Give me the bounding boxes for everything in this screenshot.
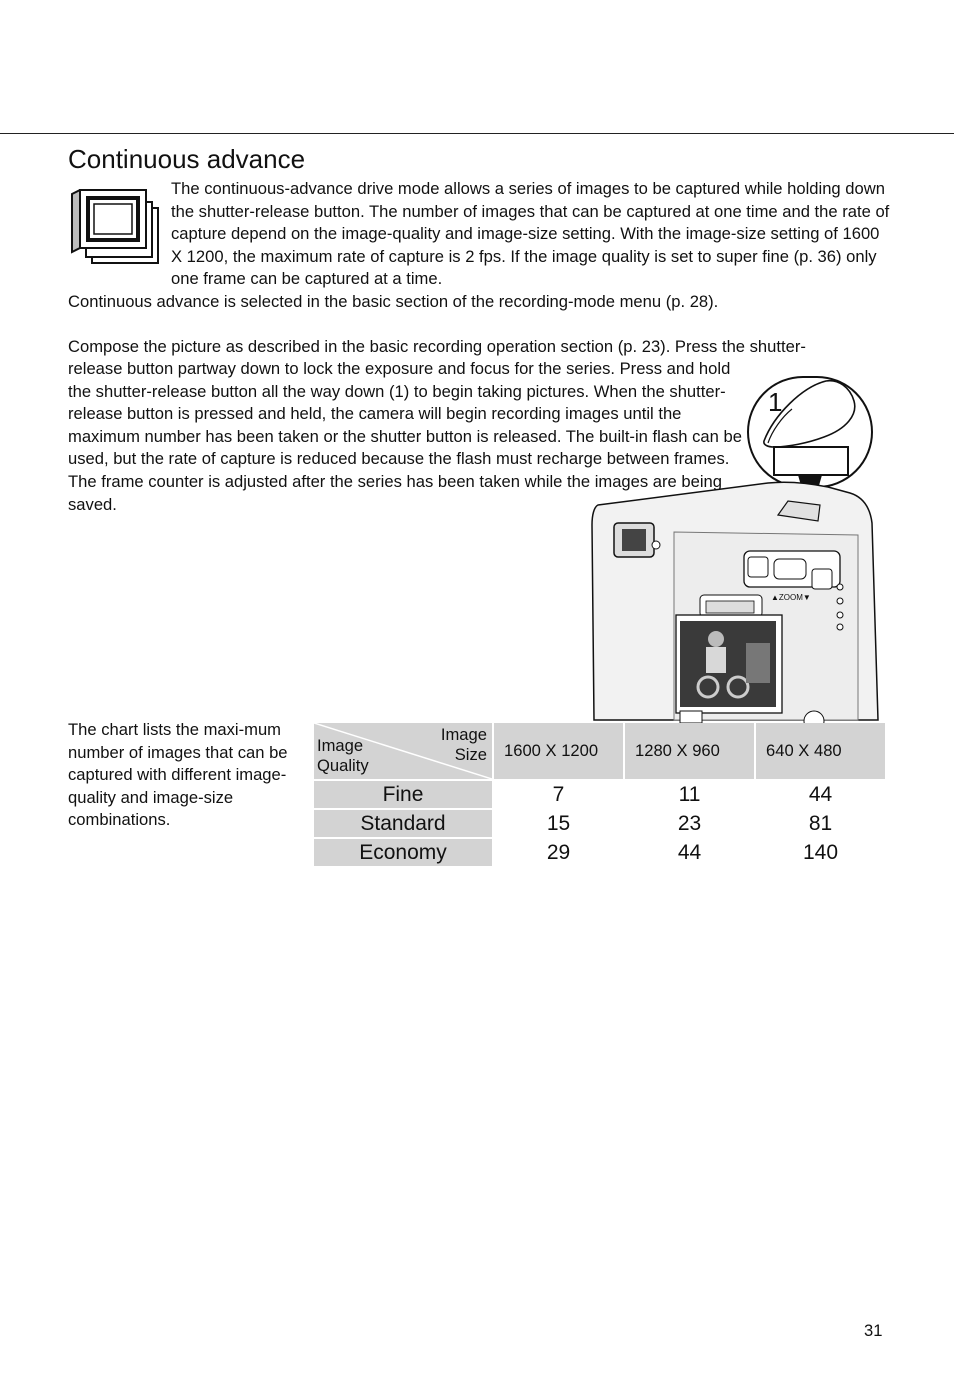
column-header: 640 X 480 [756, 723, 885, 779]
chart-note: The chart lists the maxi-mum number of images that can be captured with different image-quality and image-size combinations. [68, 720, 288, 830]
row-header: Fine [314, 781, 492, 808]
table-cell: 15 [546, 811, 571, 835]
table-cell: 44 [677, 840, 702, 864]
corner-size-label: Image Size [440, 725, 487, 764]
row-header: Standard [314, 810, 492, 837]
intro-paragraph-continued: Continuous advance is selected in the basic section of the recording-mode menu (p. 28). [68, 292, 719, 311]
table-cell: 44 [808, 782, 833, 806]
compose-paragraph-line1: Compose the picture as described in the basic recording operation section (p. 23). Press the shutter- [68, 337, 806, 356]
table-row [314, 839, 885, 866]
header-rule [0, 133, 954, 134]
table-row [314, 810, 885, 837]
table-cell: 29 [546, 840, 571, 864]
table-cell: 140 [802, 840, 839, 864]
table-row [314, 781, 885, 808]
table-cell: 23 [677, 811, 702, 835]
table-cell: 11 [678, 782, 701, 806]
compose-text: release button partway down to lock the exposure and focus for the series. Press and hold the shutter-release button all the way down (1) to begin taking pictures. When the shutter-release button is pressed and held, the camera will begin recording images until the maximum number has been taken or the shutter button is released. The built-in flash can be used, but the rate of capture is reduced because the flash must recharge between frames. The frame counter is adjusted after the series has been taken while the images are being saved. [68, 359, 742, 514]
column-header: 1600 X 1200 [494, 723, 623, 779]
corner-quality-label: Image Quality [317, 736, 369, 775]
table-header-row [314, 723, 885, 779]
zoom-label: ▲ZOOM▼ [771, 593, 811, 602]
page-title: Continuous advance [68, 144, 306, 174]
camera-illustration [588, 375, 888, 723]
table-cell: 81 [808, 811, 833, 835]
step-number-label: 1 [768, 387, 783, 417]
intro-paragraph: The continuous-advance drive mode allows a series of images to be captured while holding down the shutter-release button. The number of images that can be captured at one time and the rate of capture depend on the image-quality and image-size setting. With the image-size setting of 1600 X 1200, the maximum rate of capture is 2 fps. If the image quality is set to super fine (p. 36) only one frame can be captured at a time. [171, 179, 890, 289]
table-corner-cell [314, 723, 492, 779]
continuous-drive-icon [70, 188, 162, 268]
column-header: 1280 X 960 [625, 723, 754, 779]
page-number: 31 [864, 1321, 883, 1340]
table-cell: 7 [552, 782, 565, 806]
capacity-table [312, 721, 887, 868]
row-header: Economy [314, 839, 492, 866]
